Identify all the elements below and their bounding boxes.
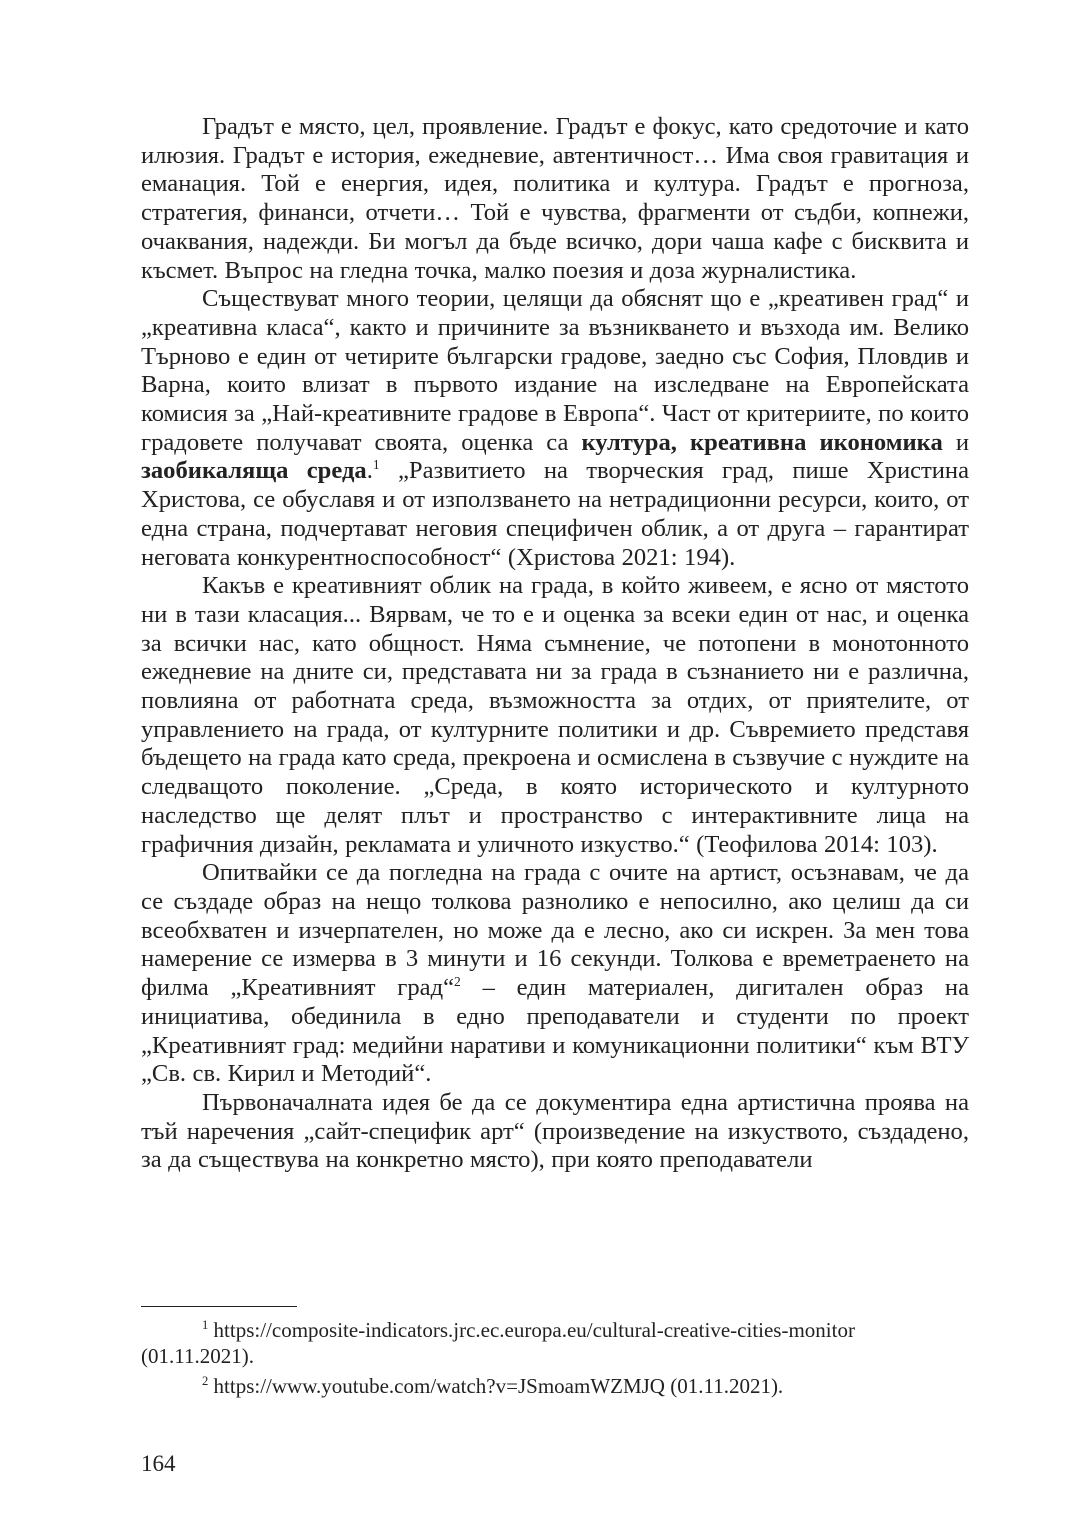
paragraph-2: [141, 285, 969, 572]
footnote-2: [141, 1374, 969, 1400]
footnote-ref-1[interactable]: 1: [372, 457, 380, 473]
footnote-1-link[interactable]: https://composite-indicators.jrc.ec.europa.eu/cultural-creative-cities-monitor (01.11.2021).: [141, 1318, 855, 1368]
paragraph-5: Първоначалната идея бе да се документира една артистична проява на тъй наречения „сайт-специфик арт“ (произведение на изкуството, създадено, за да съществува на конкретно място), при която преподаватели: [141, 1088, 969, 1174]
sentence-dot: .: [366, 457, 373, 485]
paragraph-4-text-end: – един материален, дигитален образ на инициатива, обединила в едно преподаватели и студенти по проект „Креативният град: медийни наративи и комуникационни политики“ към ВТУ „Св. св. Кирил и Методий“.: [141, 974, 969, 1088]
footnote-ref-2[interactable]: 2: [454, 973, 461, 989]
paragraph-1: Градът е място, цел, проявление. Градът е фокус, като средоточие и като илюзия. Градът е история, ежедневие, автентичност… Има своя гравитация и еманация. Той е енергия, идея, политика и култура. Градът е прогноза, стратегия, финанси, отчети… Той е чувства, фрагменти от съдби, копнежи, очаквания, надежди. Би могъл да бъде всичко, дори чаша кафе с бисквита и късмет. Въпрос на гледна точка, малко поезия и доза журналистика.: [141, 113, 969, 284]
paragraph-3: Какъв е креативният облик на града, в който живеем, е ясно от мястото ни в тази класация... Вярвам, че то е и оценка за всеки един от нас, и оценка за всички нас, като общност. Няма съмнение, че потопени в монотонното ежедневие на дните си, представата ни за града в съзнанието ни е различна, повлияна от работната среда, възможността за отдих, от приятелите, от управлението на града, от културните политики и др. Съвремието представя бъдещето на града като среда, прекроена и осмислена в съзвучие с нуждите на следващото поколение. „Среда, в която историческото и културното наследство ще делят плът и пространство с интерактивните лица на графичния дизайн, рекламата и уличното изкуство.“ (Теофилова 2014: 103).: [141, 572, 969, 858]
paragraph-4-text-start: Опитвайки се да погледна на града с очите на артист, осъзнавам, че да се създаде образ на нещо толкова разнолико е непосилно, ако целиш да си всеобхватен и изчерпателен, но може да е лесно, ако си искрен. За мен това намерение се измерва в 3 минути и 16 секунди. Толкова е времетраенето на филма „Креативният град“: [141, 859, 969, 1002]
paragraph-2-text-end: „Развитието на творческия град, пише Христина Христова, се обуславя и от използването на нетрадиционни ресурси, които, от една страна, подчертават неговия специфичен облик, а от друга – гарантират неговата конкурентноспособност“ (Христова 2021: 194).: [141, 457, 970, 571]
body-text: [141, 113, 969, 1175]
footnotes: [141, 1318, 969, 1405]
paragraph-2-text-start: Съществуват много теории, целящи да обяснят що е „креативен град“ и „креативна класа“, както и причините за възникването и възхода им. Велико Търново е един от четирите български градове, заедно със София, Пловдив и Варна, които влизат в първото издание на изследване на Европейската комисия за „Най-креативните градове в Европа“. Част от критериите, по които градовете получават своята, оценка са: [141, 285, 969, 456]
footnote-1: [141, 1318, 969, 1369]
paragraph-4: [141, 859, 969, 1089]
bold-term-culture-economy: култура, креативна икономика: [581, 428, 943, 456]
footnote-2-link[interactable]: https://www.youtube.com/watch?v=JSmoamWZMJQ (01.11.2021).: [213, 1374, 784, 1398]
footnote-2-number: 2: [202, 1374, 209, 1388]
conjunction: и: [942, 428, 969, 456]
bold-term-environment: заобикаляща среда: [141, 457, 367, 485]
footnote-1-number: 1: [202, 1318, 209, 1332]
footnote-separator: [141, 1306, 297, 1307]
page-number: 164: [141, 1451, 176, 1476]
